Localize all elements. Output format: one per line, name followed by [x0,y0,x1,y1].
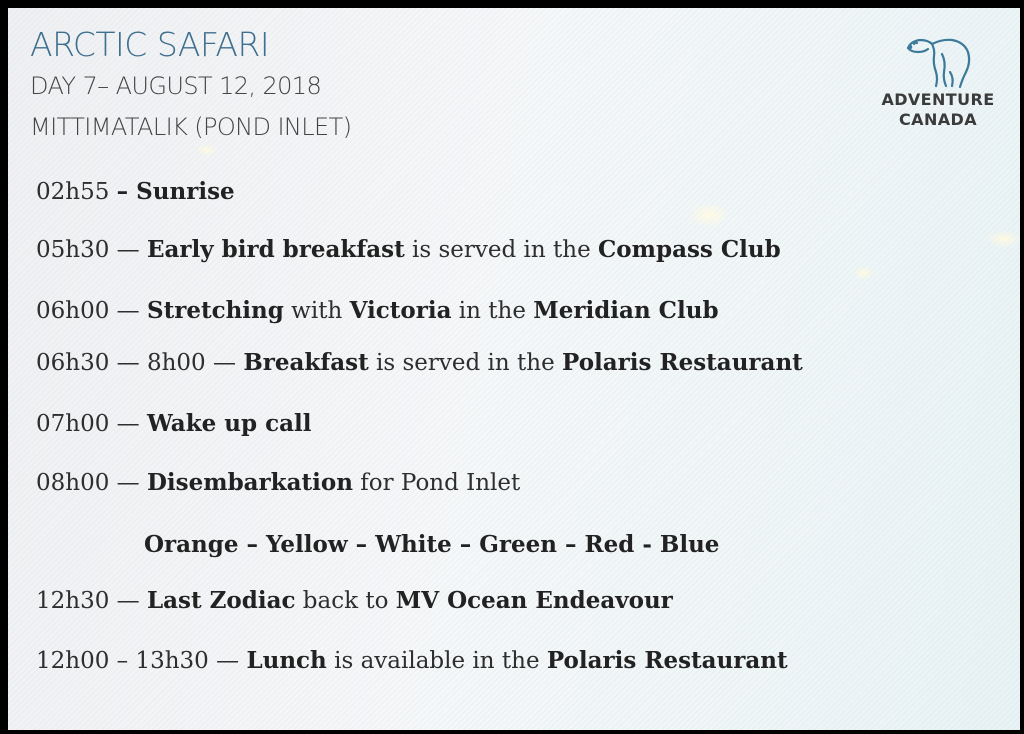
schedule-item-highlight: Orange – Yellow – White – Green – Red - Blue [144,531,720,558]
logo-line-2: CANADA [899,110,977,129]
schedule-item [36,180,235,204]
light-glare [689,203,729,227]
schedule-item-highlight: – Sunrise [116,178,235,205]
schedule-item [36,351,803,375]
schedule-item [36,238,781,262]
schedule-item-highlight: Last Zodiac [146,587,296,614]
schedule-item [36,299,719,323]
schedule-item-text: 07h00 — [36,411,147,437]
schedule-item-highlight: Meridian Club [533,297,719,324]
page-title: ARCTIC SAFARI [30,25,270,64]
schedule-item [36,412,311,436]
schedule-item-text: 12h30 — [36,588,147,614]
schedule-item-text: 02h55 [36,179,117,205]
schedule-item-text: with [283,298,350,324]
schedule-item [36,471,520,495]
schedule-item-text: in the [451,298,534,324]
schedule-item [144,533,719,557]
schedule-item-text: 05h30 — [36,237,147,263]
light-glare [986,230,1020,248]
schedule-item-highlight: Polaris Restaurant [562,349,803,376]
light-glare [853,266,875,280]
schedule-item-text: is served in the [404,237,598,263]
polar-bear-icon [902,32,974,90]
schedule-item-highlight: Breakfast [243,349,369,376]
schedule-item [36,649,788,673]
schedule-item-highlight: Stretching [146,297,284,324]
schedule-item-highlight: Victoria [349,297,452,324]
schedule-item-text: 06h30 — 8h00 — [36,350,244,376]
schedule-item [36,589,673,613]
schedule-item-text: 08h00 — [36,470,147,496]
logo-line-1: ADVENTURE [881,90,995,109]
schedule-item-text: is served in the [368,350,563,376]
schedule-item-text: 12h00 – 13h30 — [36,648,247,674]
date-line: DAY 7– AUGUST 12, 2018 [30,72,322,100]
schedule-item-highlight: Lunch [246,647,327,674]
schedule-screen [8,8,1020,730]
company-logo [880,32,996,130]
schedule-item-highlight: Disembarkation [146,469,353,496]
light-glare [196,144,218,156]
schedule-item-highlight: Early bird breakfast [146,236,405,263]
schedule-item-highlight: Compass Club [598,236,781,263]
location-line: MITTIMATALIK (POND INLET) [30,113,352,141]
schedule-item-text: back to [295,588,396,614]
schedule-item-text: is available in the [326,648,547,674]
schedule-item-text: for Pond Inlet [352,470,521,496]
schedule-item-highlight: MV Ocean Endeavour [395,587,673,614]
schedule-item-highlight: Polaris Restaurant [546,647,788,674]
schedule-item-highlight: Wake up call [146,410,312,437]
schedule-item-text: 06h00 — [36,298,147,324]
